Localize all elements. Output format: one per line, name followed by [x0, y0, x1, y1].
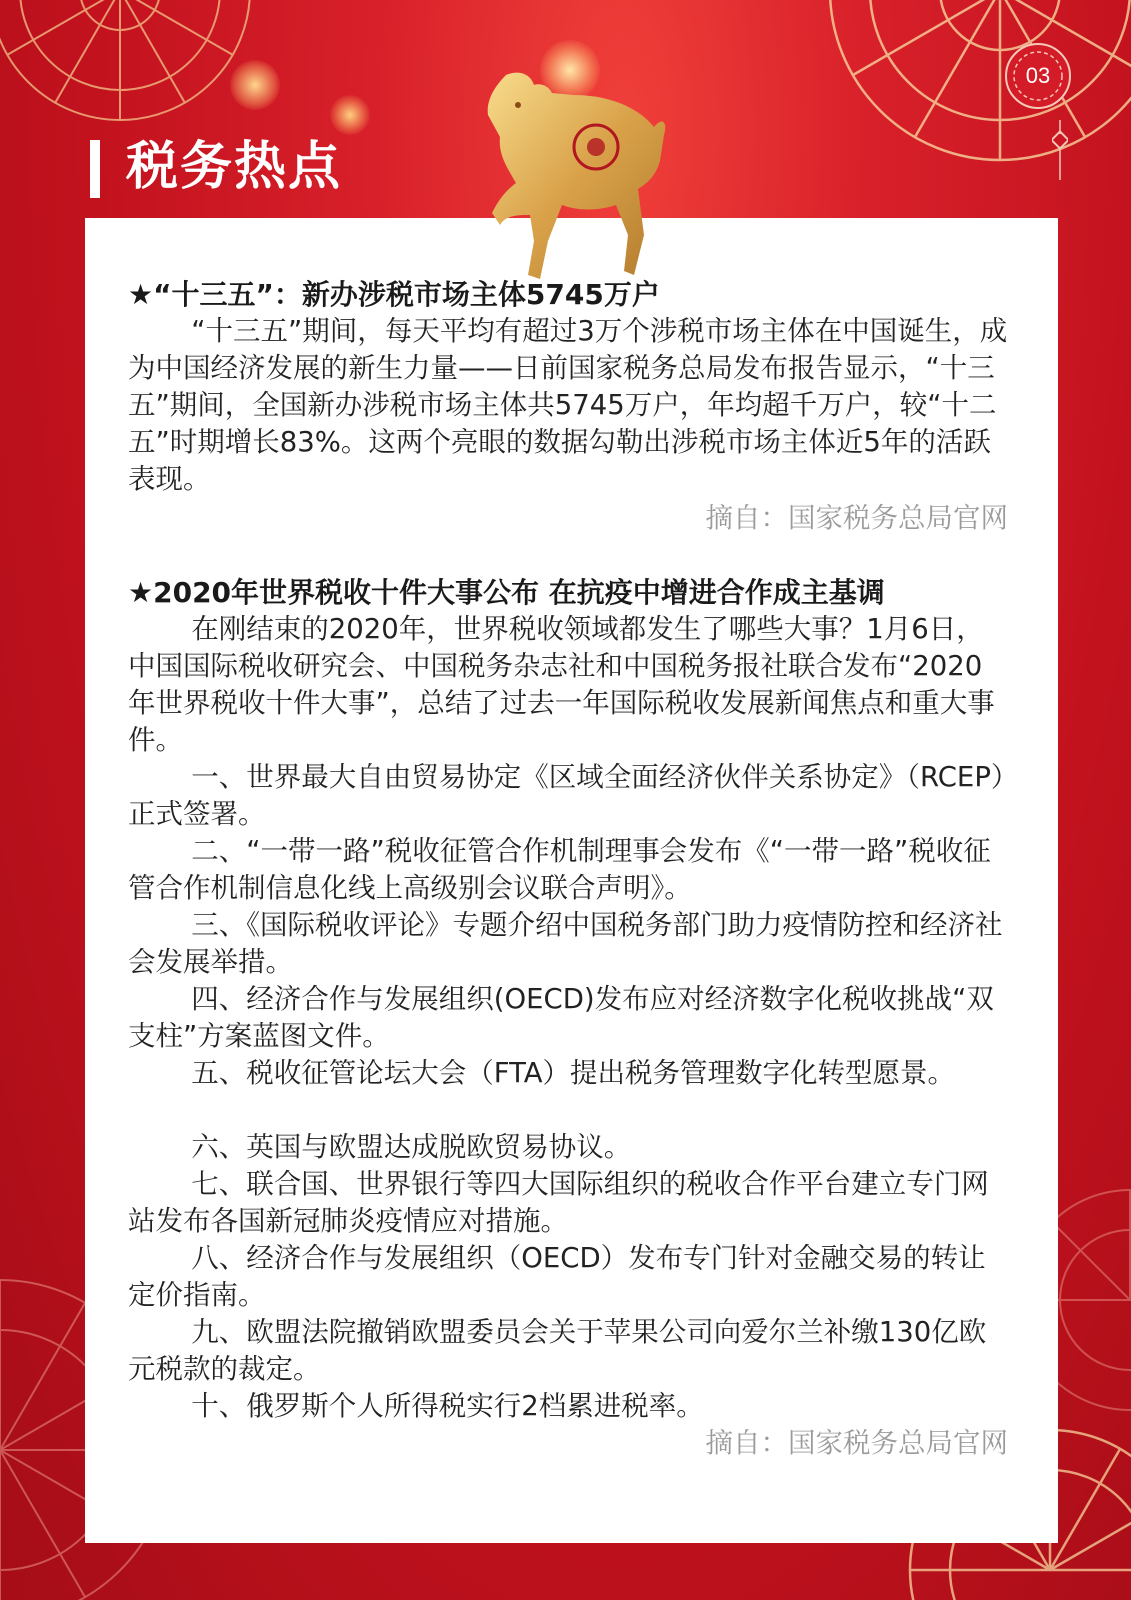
- page-title: 税务热点: [126, 137, 343, 197]
- list-item: 三、《国际税收评论》专题介绍中国税务部门助力疫情防控和经济社会发展举措。: [128, 909, 1003, 978]
- bokeh-light: [230, 60, 280, 110]
- list-item: 九、欧盟法院撤销欧盟委员会关于苹果公司向爱尔兰补缴130亿欧元税款的裁定。: [128, 1316, 987, 1385]
- list-item: 五、税收征管论坛大会（FTA）提出税务管理数字化转型愿景。: [191, 1057, 956, 1089]
- bokeh-light: [330, 95, 370, 135]
- list-item: 十、俄罗斯个人所得税实行2档累进税率。: [191, 1390, 704, 1422]
- chinese-knot-ornament-icon: [1052, 120, 1068, 180]
- article1-body: “十三五”期间，每天平均有超过3万个涉税市场主体在中国诞生，成为中国经济发展的新生力量——日前国家税务总局发布报告显示，“十三五”期间，全国新办涉税市场主体共5745万户，年均超千万户，较“十二五”时期增长83%。这两个亮眼的数据勾勒出涉税市场主体近5年的活跃表现。: [128, 315, 1008, 495]
- ox-decoration-icon: [478, 65, 698, 285]
- fan-decoration-top-left: [0, 0, 260, 130]
- page-number: 03: [1025, 63, 1051, 88]
- list-item: 七、联合国、世界银行等四大国际组织的税收合作平台建立专门网站发布各国新冠肺炎疫情应对措施。: [128, 1168, 989, 1237]
- article1-heading: ★“十三五”：新办涉税市场主体5745万户: [128, 278, 660, 311]
- fan-decoration-top-right: [820, 0, 1131, 170]
- article1-source: 摘自：国家税务总局官网: [705, 502, 1008, 534]
- article2-intro: 在刚结束的2020年，世界税收领域都发生了哪些大事？1月6日，中国国际税收研究会、中国税务杂志社和中国税务报社联合发布“2020年世界税收十件大事”，总结了过去一年国际税收发展新闻焦点和重大事件。: [128, 613, 995, 756]
- list-item: 六、英国与欧盟达成脱欧贸易协议。: [191, 1131, 632, 1163]
- page-badge: [1004, 42, 1072, 110]
- list-item: 二、“一带一路”税收征管合作机制理事会发布《“一带一路”税收征管合作机制信息化线上高级别会议联合声明》。: [128, 835, 991, 904]
- title-accent-bar: [90, 140, 100, 198]
- article2-heading: ★2020年世界税收十件大事公布 在抗疫中增进合作成主基调: [128, 576, 885, 609]
- list-item: 八、经济合作与发展组织（OECD）发布专门针对金融交易的转让定价指南。: [128, 1242, 986, 1311]
- list-item: 一、世界最大自由贸易协定《区域全面经济伙伴关系协定》（RCEP）正式签署。: [128, 761, 1005, 830]
- list-item: 四、经济合作与发展组织(OECD)发布应对经济数字化税收挑战“双支柱”方案蓝图文件。: [128, 983, 994, 1052]
- article2-source: 摘自：国家税务总局官网: [705, 1427, 1008, 1459]
